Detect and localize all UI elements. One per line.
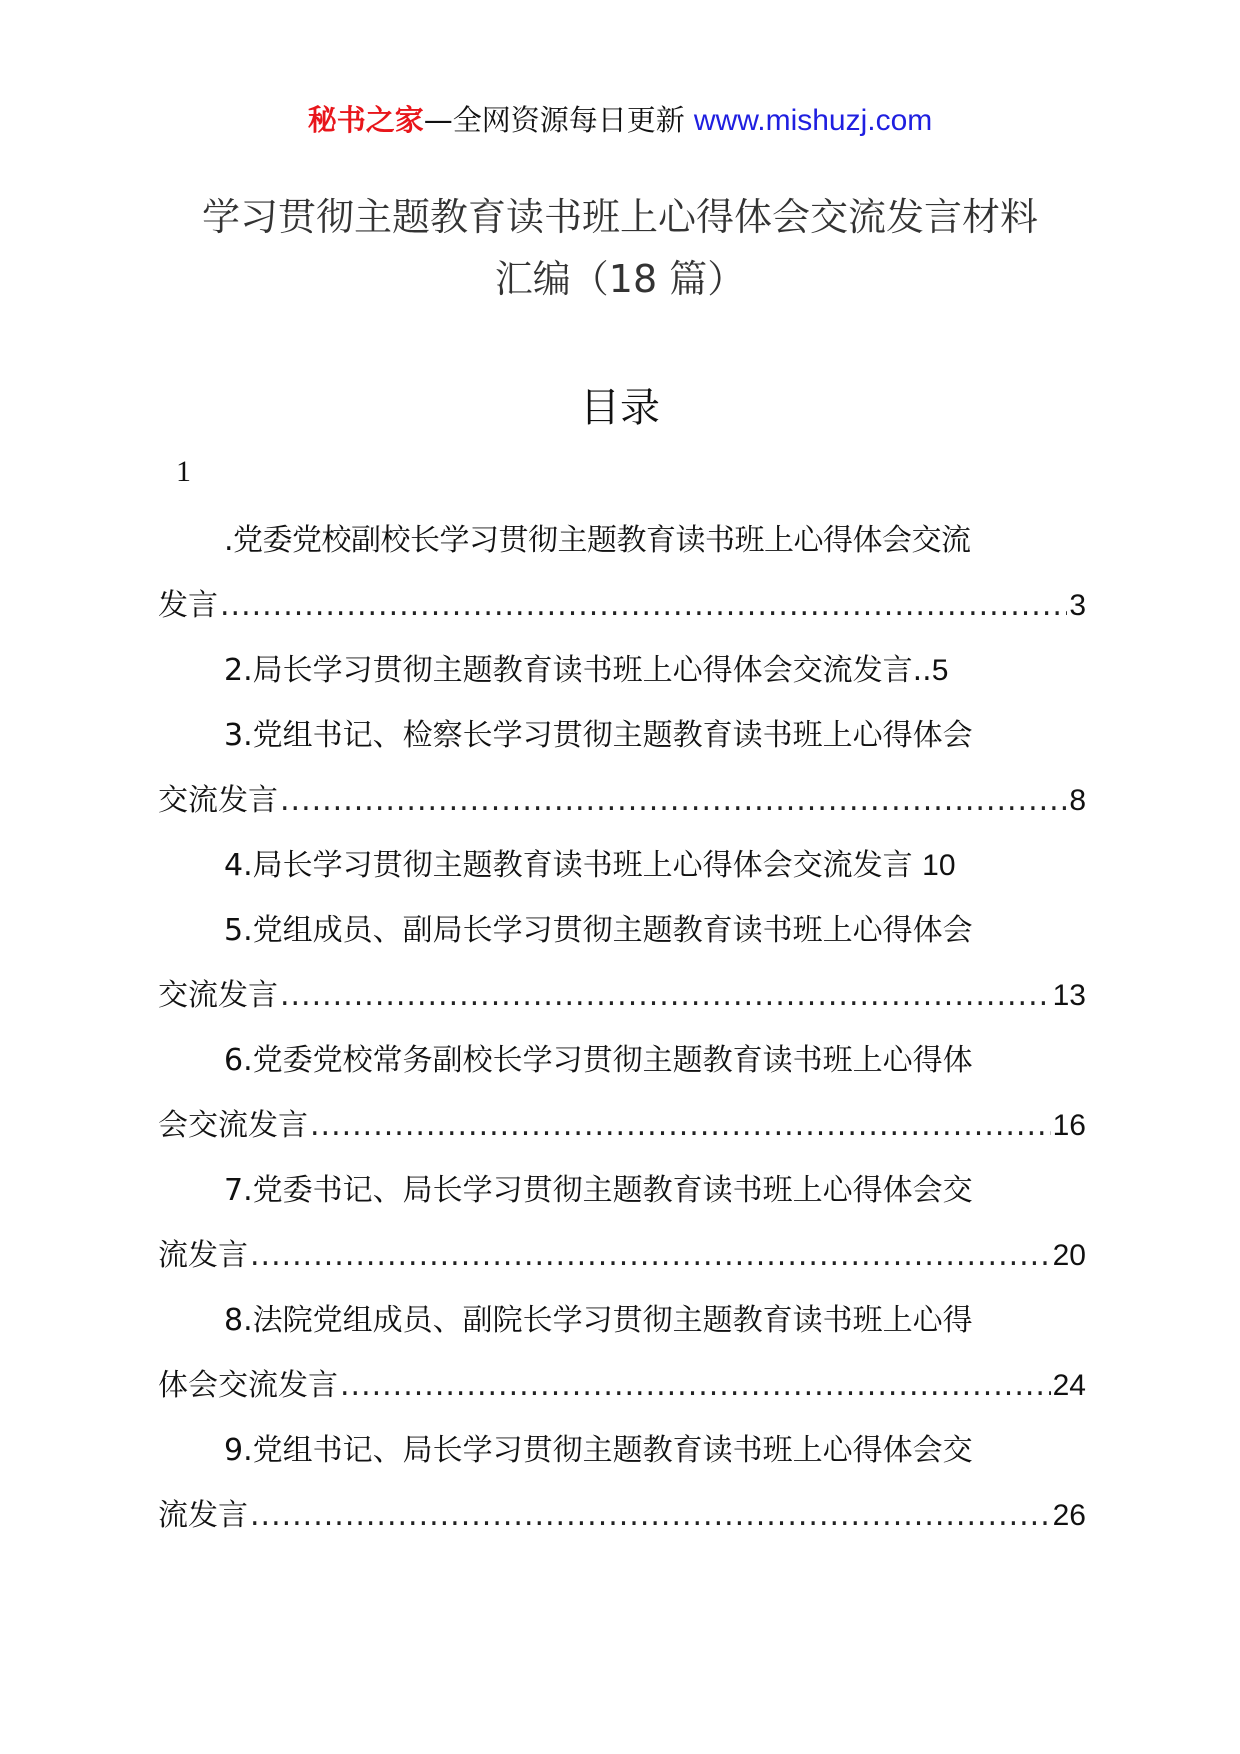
toc-entry-title: 7.党委书记、局长学习贯彻主题教育读书班上心得体会交 [224, 1173, 973, 1208]
toc-entry-title: 2.局长学习贯彻主题教育读书班上心得体会交流发言 [224, 653, 913, 688]
toc-entry-4[interactable] [158, 833, 1086, 898]
toc-entry-title: 3.党组书记、检察长学习贯彻主题教育读书班上心得体会 [224, 718, 973, 753]
toc-entry-title: 9.党组书记、局长学习贯彻主题教育读书班上心得体会交 [224, 1433, 973, 1468]
table-of-contents [158, 508, 1086, 1548]
toc-page-number: 20 [1052, 1239, 1086, 1272]
toc-entry-title-cont: 交流发言 [158, 783, 278, 818]
toc-entry-title-cont: 会交流发言 [158, 1108, 308, 1143]
dot-leader [340, 1353, 1051, 1418]
toc-heading: 目录 [580, 385, 660, 431]
title-line-1: 学习贯彻主题教育读书班上心得体会交流发言材料 [201, 195, 1038, 239]
toc-entry-title: 6.党委党校常务副校长学习贯彻主题教育读书班上心得体 [224, 1043, 973, 1078]
toc-entry-5[interactable] [158, 898, 1086, 1028]
dot-leader [220, 573, 1067, 638]
toc-entry-2[interactable] [158, 638, 1086, 703]
dot-leader [280, 768, 1067, 833]
toc-entry-title: 5.党组成员、副局长学习贯彻主题教育读书班上心得体会 [224, 913, 973, 948]
toc-entry-title: .党委党校副校长学习贯彻主题教育读书班上心得体会交流 [224, 523, 971, 558]
toc-page-number: 24 [1052, 1369, 1086, 1402]
header-tagline: —全网资源每日更新 [423, 103, 694, 137]
toc-entry-title: 4.局长学习贯彻主题教育读书班上心得体会交流发言 [224, 848, 913, 883]
toc-page-number: 5 [931, 654, 949, 687]
toc-page-number: 10 [922, 849, 956, 882]
list-number: 1 [176, 455, 191, 488]
toc-entry-title-cont: 体会交流发言 [158, 1368, 338, 1403]
toc-entry-title-cont: 流发言 [158, 1498, 248, 1533]
document-title [0, 186, 1240, 310]
toc-page-number: 16 [1052, 1109, 1086, 1142]
site-header [0, 100, 1240, 141]
toc-page-number: 26 [1052, 1499, 1086, 1532]
toc-entry-6[interactable] [158, 1028, 1086, 1158]
toc-entry-1[interactable] [158, 508, 1086, 638]
title-line-2: 汇编（18 篇） [494, 257, 746, 301]
dot-leader [310, 1093, 1051, 1158]
toc-page-number: 8 [1069, 784, 1086, 817]
toc-entry-title-cont: 交流发言 [158, 978, 278, 1013]
toc-entry-title-cont: 流发言 [158, 1238, 248, 1273]
toc-page-number: 13 [1052, 979, 1086, 1012]
site-url-link[interactable]: www.mishuzj.com [693, 104, 933, 137]
brand-name: 秘书之家 [307, 103, 424, 137]
toc-entry-9[interactable] [158, 1418, 1086, 1548]
toc-entry-title-cont: 发言 [158, 588, 218, 623]
toc-entry-7[interactable] [158, 1158, 1086, 1288]
short-dot-leader: .. [912, 653, 932, 688]
toc-entry-title: 8.法院党组成员、副院长学习贯彻主题教育读书班上心得 [224, 1303, 973, 1338]
dot-leader [250, 1483, 1051, 1548]
dot-leader [250, 1223, 1051, 1288]
toc-entry-8[interactable] [158, 1288, 1086, 1418]
toc-entry-3[interactable] [158, 703, 1086, 833]
dot-leader [280, 963, 1051, 1028]
toc-page-number: 3 [1069, 589, 1086, 622]
